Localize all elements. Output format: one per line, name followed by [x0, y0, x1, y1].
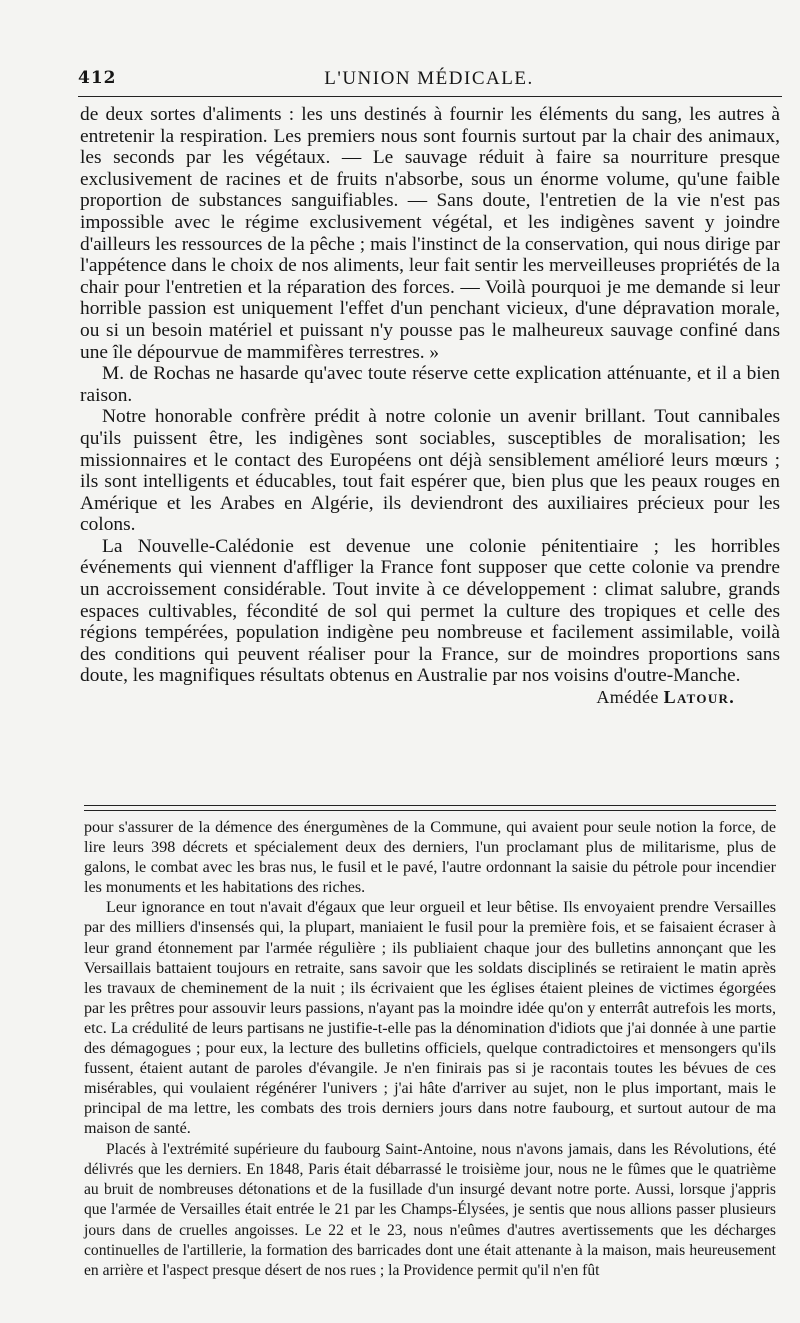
main-article	[80, 104, 780, 709]
paragraph: La Nouvelle-Calédonie est devenue une colonie pénitentiaire ; les horribles événements qui viennent d'affliger la France font supposer que cette colonie va prendre un accroissement considérable. Tout invite à ce développement : climat salubre, grands espaces cultivables, fécondité de sol qui permet la culture des tropiques et celle des régions tempérées, population indigène peu nombreuse et facilement assimilable, voilà des conditions qui peuvent réaliser pour la France, sur de moindres proportions sans doute, les magnifiques résultats obtenus en Australie par nos voisins d'outre-Manche.	[80, 535, 780, 687]
page-header	[78, 68, 780, 94]
page-number: 412	[78, 68, 117, 88]
paragraph: Placés à l'extrémité supérieure du faubourg Saint-Antoine, nous n'avons jamais, dans les Révolutions, été délivrés que les derniers. En 1848, Paris était débarrassé le troisième jour, nous ne le fûmes que le quatrième au bruit de nombreuses détonations et de la fusillade d'un insurgé devant notre porte. Aussi, lorsque j'appris que l'armée de Versailles était entrée le 21 par les Champs-Élysées, je sentis que nous allions passer plusieurs jours dans de cruelles angoisses. Le 22 et le 23, nous n'eûmes d'autres avertissements que les décharges continuelles de l'artillerie, la formation des barricades dont une était attenante à la maison, mais heureusement en arrière et l'aspect presque désert de nos rues ; la Providence permit qu'il n'en fût	[84, 1140, 776, 1280]
author-last-name: Latour.	[663, 687, 735, 708]
feuilleton-column	[84, 818, 776, 1282]
running-title: L'UNION MÉDICALE.	[324, 68, 534, 89]
paragraph: pour s'assurer de la démence des énergumènes de la Commune, qui avaient pour seule notion la force, de lire leurs 398 décrets et spécialement deux des derniers, l'un proclamant plus de militarisme, plus de galons, le combat avec les bras nus, le fusil et le pavé, l'autre ordonnant la saisie du pétrole pour incendier les monuments et les habitations des riches.	[84, 819, 776, 897]
author-signature	[80, 687, 780, 709]
section-divider	[84, 805, 776, 811]
header-rule	[78, 96, 782, 97]
author-first-name: Amédée	[596, 687, 659, 708]
paragraph: M. de Rochas ne hasarde qu'avec toute réserve cette explication atténuante, et il a bien raison.	[80, 363, 780, 406]
paragraph: Leur ignorance en tout n'avait d'égaux que leur orgueil et leur bêtise. Ils envoyaient prendre Versailles par des milliers d'insensés qui, la plupart, maniaient le fusil pour la première fois, et se faisaient écraser à leur grand étonnement par l'armée régulière ; ils publiaient chaque jour des bulletins annonçant que les Versaillais battaient toujours en retraite, sans savoir que les soldats disciplinés se retiraient le matin après les travaux de cheminement de la nuit ; ils écrivaient que les églises étaient pleines de victimes égorgées par les prêtres pour assouvir leurs passions, n'ayant pas la moindre idée qu'on y enterrât autrefois les morts, etc. La crédulité de leurs partisans ne justifie-t-elle pas la dénomination d'idiots que j'ai donnée à une partie des démagogues ; pour eux, la lecture des bulletins officiels, quelque contradictoires et mensongers qu'ils fussent, étaient autant de paroles d'évangile. Je n'en finirais pas si je racontais toutes les bévues de ces misérables, qui voulaient régénérer l'univers ; j'ai hâte d'arriver au sujet, non le plus important, mais le principal de ma lettre, les combats des trois derniers jours dans notre faubourg, et surtout autour de ma maison de santé.	[84, 899, 776, 1138]
paragraph: Notre honorable confrère prédit à notre colonie un avenir brillant. Tout cannibales qu'ils puissent être, les indigènes sont sociables, susceptibles de moralisation; les missionnaires et le contact des Européens ont déjà sensiblement amélioré leurs mœurs ; ils sont intelligents et éducables, tout fait espérer que, bien plus que les peaux rouges en Amérique et les Arabes en Algérie, ils deviendront des auxiliaires précieux pour les colons.	[80, 406, 780, 536]
paragraph: de deux sortes d'aliments : les uns destinés à fournir les éléments du sang, les autres à entretenir la respiration. Les premiers nous sont fournis surtout par la chair des animaux, les seconds par les végétaux. — Le sauvage réduit à faire sa nourriture presque exclusivement de racines et de fruits n'absorbe, sous un énorme volume, qu'une faible proportion de substances sanguifiables. — Sans doute, l'entretien de la vie n'est pas impossible avec le régime exclusivement végétal, et les indigènes savent y joindre d'ailleurs les ressources de la pêche ; mais l'instinct de la conservation, qui nous dirige par l'appétence dans le choix de nos aliments, leur fait sentir les merveilleuses propriétés de la chair pour l'entretien et la réparation des forces. — Voilà pourquoi je me demande si leur horrible passion est uniquement l'effet d'un penchant vicieux, d'une dépravation morale, ou si un besoin matériel et puissant n'y pousse pas le malheureux sauvage confiné dans une île dépourvue de mammifères terrestres. »	[80, 104, 780, 363]
